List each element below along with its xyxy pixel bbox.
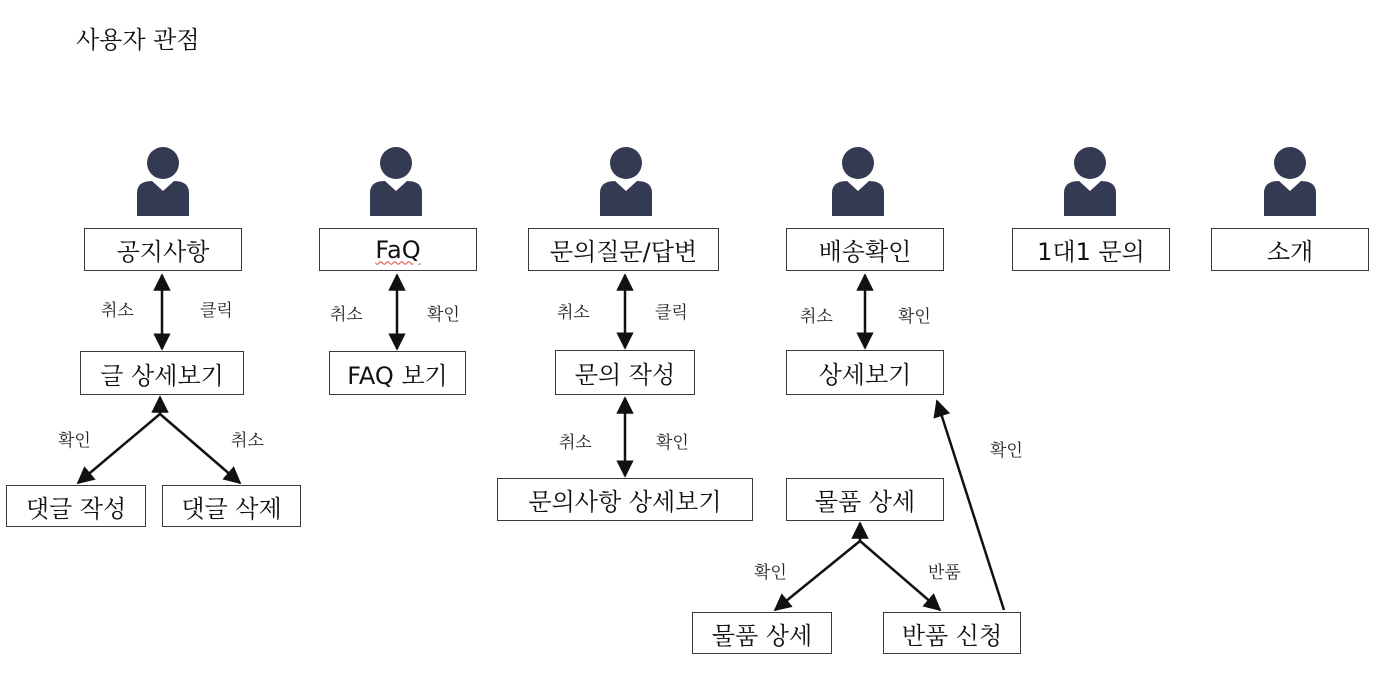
edge-label-return: 반품 [928, 563, 961, 583]
item-detail-leaf-label: 물품 상세 [711, 621, 813, 650]
comment-delete-label: 댓글 삭제 [181, 494, 282, 523]
item-detail-box[interactable] [786, 478, 944, 521]
page-title: 사용자 관점 [76, 26, 200, 54]
edge-to-comment-delete [160, 414, 240, 483]
comment-write-box[interactable] [6, 485, 146, 527]
user-icon [368, 144, 424, 216]
inquiry-label: 문의질문/답변 [549, 238, 698, 266]
user-icon [1062, 144, 1118, 216]
edge-label-cancel: 취소 [101, 301, 134, 321]
user-icon [598, 144, 654, 216]
faq-box[interactable] [319, 228, 477, 271]
delivery-box[interactable] [786, 228, 944, 271]
user-icon [1262, 144, 1318, 216]
post-detail-label: 글 상세보기 [100, 361, 224, 390]
edge-label-click: 클릭 [200, 301, 233, 321]
comment-write-label: 댓글 작성 [25, 494, 127, 523]
item-detail-leaf-box[interactable] [692, 612, 832, 654]
delivery-label: 배송확인 [818, 238, 912, 266]
edge-label-confirm: 확인 [754, 563, 787, 583]
intro-label: 소개 [1266, 238, 1314, 266]
faq-label: FaQ [375, 235, 421, 264]
notice-label: 공지사항 [116, 238, 210, 266]
edge-label-confirm: 확인 [990, 441, 1023, 461]
return-request-label: 반품 신청 [901, 621, 1003, 650]
edge-label-confirm: 확인 [656, 433, 689, 453]
inquiry-detail-label: 문의사항 상세보기 [528, 488, 722, 516]
delivery-detail-label: 상세보기 [818, 361, 912, 389]
one-to-one-label: 1대1 문의 [1037, 238, 1145, 266]
edge-label-confirm: 확인 [58, 431, 91, 451]
inquiry-write-box[interactable] [555, 350, 695, 395]
edge-label-confirm: 확인 [427, 305, 460, 325]
delivery-detail-box[interactable] [786, 350, 944, 395]
edge-label-cancel: 취소 [800, 307, 833, 327]
faq-view-label: FAQ 보기 [347, 361, 448, 390]
one-to-one-box[interactable] [1012, 228, 1170, 271]
item-detail-label: 물품 상세 [814, 488, 916, 516]
edge-label-confirm: 확인 [898, 307, 931, 327]
user-icon [135, 144, 191, 216]
user-icon [830, 144, 886, 216]
edge-label-cancel: 취소 [330, 305, 363, 325]
comment-delete-box[interactable] [162, 485, 301, 527]
edge-label-cancel: 취소 [559, 433, 592, 453]
post-detail-box[interactable] [80, 351, 244, 395]
edge-label-click: 클릭 [655, 303, 688, 323]
inquiry-detail-box[interactable] [497, 478, 753, 521]
inquiry-write-label: 문의 작성 [574, 361, 676, 389]
inquiry-box[interactable] [528, 228, 719, 271]
intro-box[interactable] [1211, 228, 1369, 271]
edge-to-item-detail [775, 541, 860, 610]
faq-view-box[interactable] [329, 351, 466, 395]
return-request-box[interactable] [883, 612, 1021, 654]
notice-box[interactable] [84, 228, 242, 271]
edge-label-cancel: 취소 [231, 431, 264, 451]
edge-label-cancel: 취소 [557, 303, 590, 323]
